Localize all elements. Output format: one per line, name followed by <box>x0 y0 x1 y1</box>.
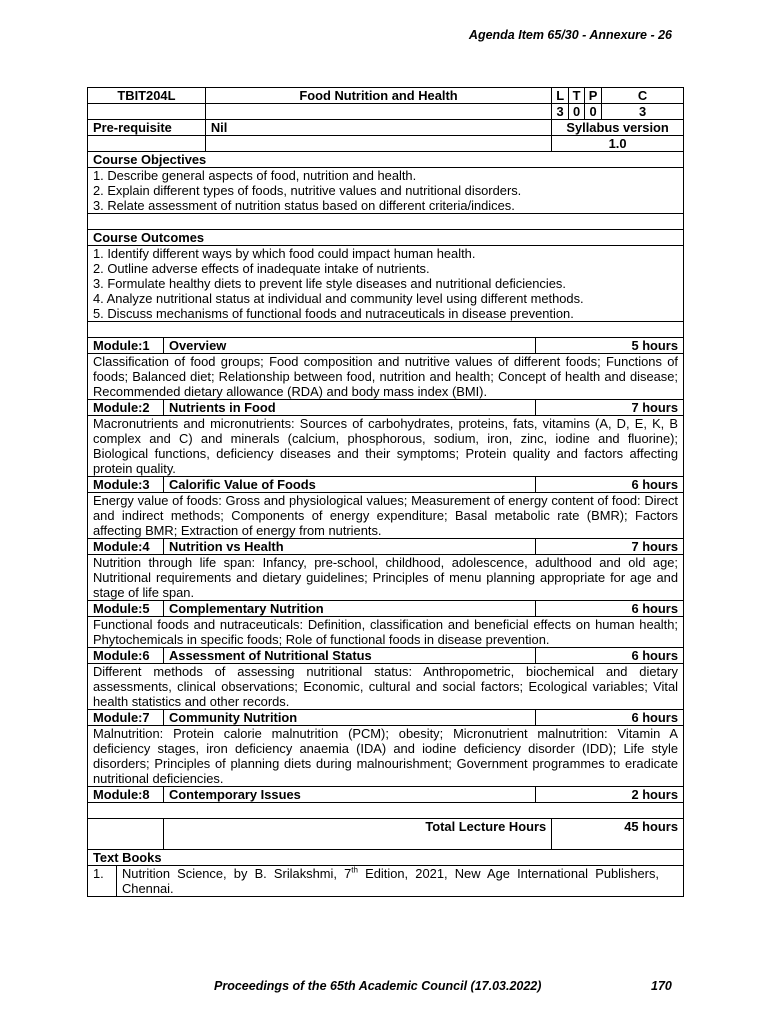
course-row <box>88 88 684 104</box>
objective-item: 1. Describe general aspects of food, nutrition and health. <box>93 168 417 183</box>
module-content: Energy value of foods: Gross and physiological values; Measurement of energy content of food: Direct and indirect methods; Components of energy expenditure; Basal metabolic rate (BMR); Factors affecting BMR; Extraction of energy from nutrients. <box>88 493 684 539</box>
module-hours: 2 hours <box>536 787 684 803</box>
module-hours: 6 hours <box>536 477 684 493</box>
module-header <box>88 648 684 664</box>
textbook-citation: Nutrition Science, by B. Srilakshmi, 7th Edition, 2021, New Age International Publishers, Chennai. <box>122 865 659 896</box>
ltpc-value-c: 3 <box>602 104 684 120</box>
ltpc-label-l: L <box>552 88 569 104</box>
ltpc-label-t: T <box>569 88 585 104</box>
module-header <box>88 338 684 354</box>
total-label: Total Lecture Hours <box>163 819 551 850</box>
ltpc-label-c: C <box>602 88 684 104</box>
module-title: Overview <box>163 338 535 354</box>
module-header <box>88 710 684 726</box>
module-label: Module:2 <box>88 400 164 416</box>
module-title: Calorific Value of Foods <box>163 477 535 493</box>
module-content: Nutrition through life span: Infancy, pre-school, childhood, adolescence, adulthood and old age; Nutritional requirements and dietary guidelines; Principles of menu planning appropriate for age and stage of life span. <box>88 555 684 601</box>
outcome-item: 5. Discuss mechanisms of functional foods and nutraceuticals in disease prevention. <box>93 306 574 321</box>
module-content: Functional foods and nutraceuticals: Definition, classification and beneficial effects on human health; Phytochemicals in specific foods; Role of functional foods in disease prevention. <box>88 617 684 648</box>
module-label: Module:8 <box>88 787 164 803</box>
module-header <box>88 539 684 555</box>
module-title: Nutrition vs Health <box>163 539 535 555</box>
ltpc-value-l: 3 <box>552 104 569 120</box>
module-content: Classification of food groups; Food composition and nutritive values of different foods; Functions of foods; Balanced diet; Relationship between food, nutrition and health; Concept of health and disease; Recommended dietary allowance (RDA) and body mass index (BMI). <box>88 354 684 400</box>
outcome-item: 4. Analyze nutritional status at individual and community level using different methods. <box>93 291 584 306</box>
textbook-number: 1. <box>88 866 117 896</box>
page-number: 170 <box>651 979 672 993</box>
ltpc-value-t: 0 <box>569 104 585 120</box>
course-title: Food Nutrition and Health <box>205 88 551 104</box>
module-title: Assessment of Nutritional Status <box>163 648 535 664</box>
outcomes-heading: Course Outcomes <box>88 230 684 246</box>
total-row <box>88 819 684 850</box>
module-label: Module:4 <box>88 539 164 555</box>
outcome-item: 2. Outline adverse effects of inadequate intake of nutrients. <box>93 261 430 276</box>
module-label: Module:7 <box>88 710 164 726</box>
textbooks-heading: Text Books <box>88 850 684 866</box>
objective-item: 2. Explain different types of foods, nutritive values and nutritional disorders. <box>93 183 522 198</box>
module-label: Module:1 <box>88 338 164 354</box>
syllabus-version-row <box>88 136 684 152</box>
outcomes-list <box>88 246 684 322</box>
agenda-header: Agenda Item 65/30 - Annexure - 26 <box>468 28 672 42</box>
objectives-list <box>88 168 684 214</box>
module-hours: 5 hours <box>536 338 684 354</box>
ltpc-value-row <box>88 104 684 120</box>
textbook-item <box>88 866 684 897</box>
module-header <box>88 400 684 416</box>
prereq-row <box>88 120 684 136</box>
module-hours: 7 hours <box>536 539 684 555</box>
syllabus-version-label: Syllabus version <box>552 120 684 136</box>
module-header <box>88 787 684 803</box>
module-content: Different methods of assessing nutritional status: Anthropometric, biochemical and dietary assessments, clinical observations; Economic, cultural and social factors; Ecological variables; Vital health statistics and other records. <box>88 664 684 710</box>
syllabus-version-value: 1.0 <box>552 136 684 152</box>
ltpc-label-p: P <box>585 88 602 104</box>
syllabus-table <box>87 87 684 897</box>
module-hours: 6 hours <box>536 710 684 726</box>
module-header <box>88 477 684 493</box>
module-title: Community Nutrition <box>163 710 535 726</box>
module-title: Contemporary Issues <box>163 787 535 803</box>
total-hours: 45 hours <box>552 819 684 850</box>
module-hours: 6 hours <box>536 648 684 664</box>
ltpc-value-p: 0 <box>585 104 602 120</box>
module-label: Module:5 <box>88 601 164 617</box>
module-header <box>88 601 684 617</box>
course-code: TBIT204L <box>88 88 206 104</box>
proceedings-footer: Proceedings of the 65th Academic Council (17.03.2022) <box>214 979 542 993</box>
module-content: Macronutrients and micronutrients: Sources of carbohydrates, proteins, fats, vitamins (A, D, E, K, B complex and C) and minerals (calcium, phosphorous, sodium, iron, zinc, iodine and fluorine); Biological functions, deficiency diseases and their symptoms; Protein quality and factors affecting protein quality. <box>88 416 684 477</box>
module-hours: 6 hours <box>536 601 684 617</box>
module-title: Complementary Nutrition <box>163 601 535 617</box>
module-hours: 7 hours <box>536 400 684 416</box>
module-label: Module:3 <box>88 477 164 493</box>
prereq-label: Pre-requisite <box>88 120 206 136</box>
module-label: Module:6 <box>88 648 164 664</box>
outcome-item: 3. Formulate healthy diets to prevent life style diseases and nutritional deficiencies. <box>93 276 566 291</box>
module-title: Nutrients in Food <box>163 400 535 416</box>
objectives-heading: Course Objectives <box>88 152 684 168</box>
outcome-item: 1. Identify different ways by which food could impact human health. <box>93 246 476 261</box>
module-content: Malnutrition: Protein calorie malnutrition (PCM); obesity; Micronutrient malnutrition: Vitamin A deficiency stages, iron deficiency anaemia (IDA) and iodine deficiency disorder (IDD); Life style disorders; Principles of planning diets during malnourishment; Government programmes to eradicate nutritional deficiencies. <box>88 726 684 787</box>
objective-item: 3. Relate assessment of nutrition status based on different criteria/indices. <box>93 198 515 213</box>
prereq-value: Nil <box>205 120 551 136</box>
